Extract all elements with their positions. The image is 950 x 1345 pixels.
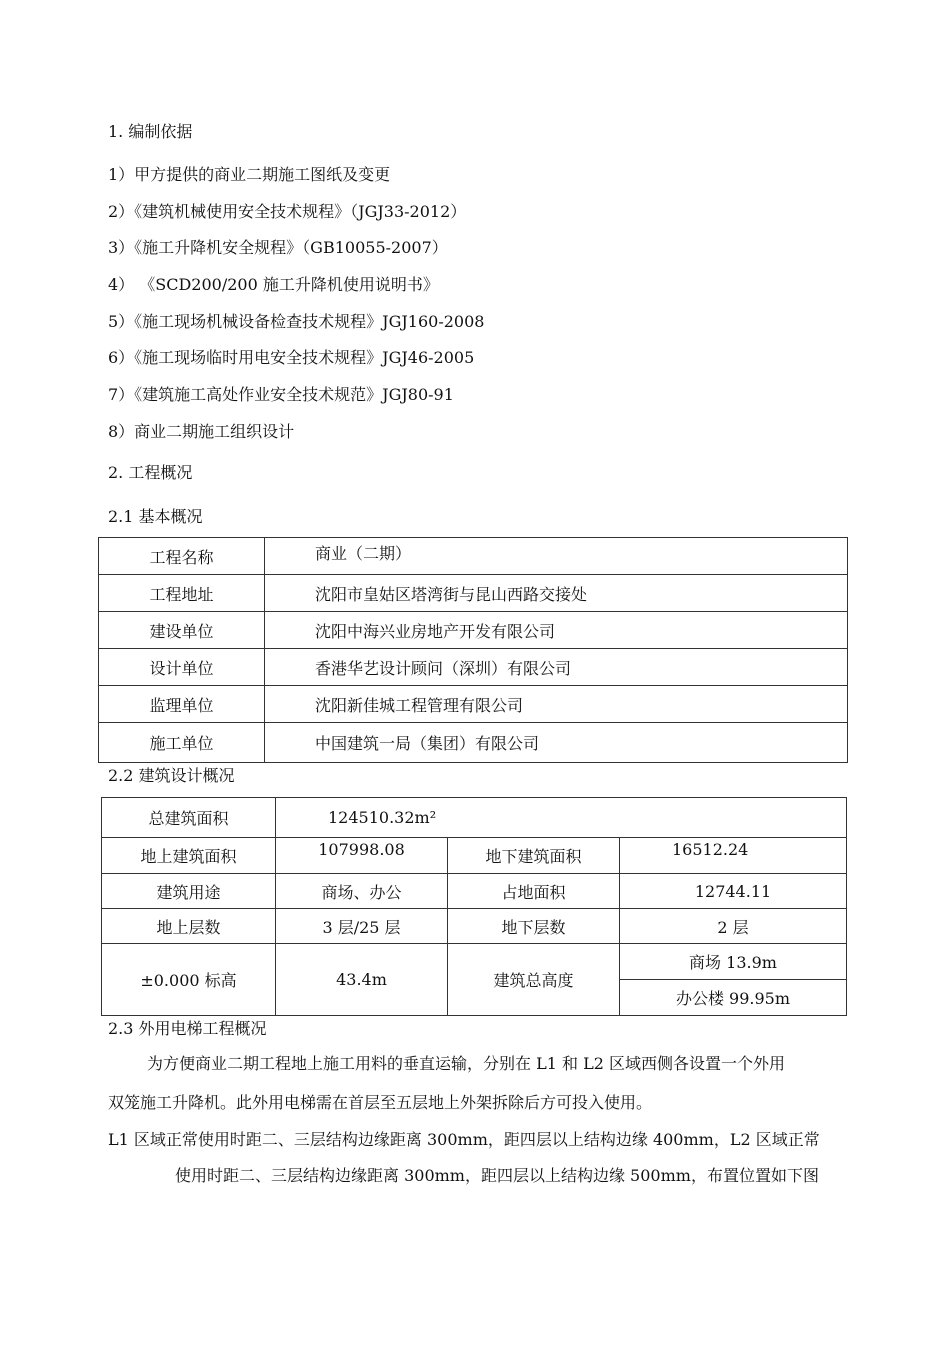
total-area-label: 总建筑面积 [102,798,276,838]
reference-item: 7）《建筑施工高处作业安全技术规范》JGJ80-91 [108,385,454,404]
reference-item: 8）商业二期施工组织设计 [108,422,295,441]
reference-item: 5）《施工现场机械设备检查技术规程》JGJ160-2008 [108,312,485,331]
table-row [102,838,847,874]
field-label: 设计单位 [99,649,265,686]
table-row [102,798,847,838]
elevation-label: ±0.000 标高 [102,944,276,1016]
use-value: 商场、办公 [276,874,448,909]
field-value: 沈阳新佳城工程管理有限公司 [265,686,848,723]
paragraph-line: L1 区域正常使用时距二、三层结构边缘距离 300mm，距四层以上结构边缘 400mm，L2 区域正常 [108,1130,820,1149]
table-row [99,649,848,686]
reference-item: 6）《施工现场临时用电安全技术规程》JGJ46-2005 [108,348,475,367]
paragraph-line: 双笼施工升降机。此外用电梯需在首层至五层地上外架拆除后方可投入使用。 [108,1093,653,1112]
land-area-label: 占地面积 [448,874,620,909]
field-label: 工程地址 [99,575,265,612]
below-floors-label: 地下层数 [448,909,620,944]
above-floors-label: 地上层数 [102,909,276,944]
table-row [99,723,848,763]
use-label: 建筑用途 [102,874,276,909]
section-1-heading: 1. 编制依据 [108,122,193,141]
elevator-heading: 2.3 外用电梯工程概况 [108,1019,267,1038]
paragraph-line: 使用时距二、三层结构边缘距离 300mm，距四层以上结构边缘 500mm，布置位置如下图 [175,1166,819,1185]
field-label: 工程名称 [99,538,265,575]
height-mall-value: 商场 13.9m [620,944,847,980]
above-floors-value: 3 层/25 层 [276,909,448,944]
field-label: 建设单位 [99,612,265,649]
basic-info-table [98,537,848,763]
field-value: 香港华艺设计顾问（深圳）有限公司 [265,649,848,686]
reference-item: 1）甲方提供的商业二期施工图纸及变更 [108,165,391,184]
table-row [99,575,848,612]
basic-info-heading: 2.1 基本概况 [108,507,203,526]
above-area-label: 地上建筑面积 [102,838,276,874]
table-row [102,944,847,980]
field-label: 监理单位 [99,686,265,723]
design-overview-table [101,797,847,1016]
total-area-value: 124510.32m² [276,798,847,838]
reference-item: 2）《建筑机械使用安全技术规程》（JGJ33-2012） [108,202,467,221]
table-row [99,612,848,649]
elevation-value: 43.4m [276,944,448,1016]
field-value: 沈阳中海兴业房地产开发有限公司 [265,612,848,649]
table-row [102,909,847,944]
section-2-heading: 2. 工程概况 [108,463,193,482]
table-row [99,686,848,723]
table-row [99,538,848,575]
height-office-value: 办公楼 99.95m [620,980,847,1016]
reference-item: 4） 《SCD200/200 施工升降机使用说明书》 [108,275,439,294]
design-overview-heading: 2.2 建筑设计概况 [108,766,235,785]
table-row [102,874,847,909]
below-floors-value: 2 层 [620,909,847,944]
above-area-value: 107998.08 [276,838,448,874]
field-value: 商业（二期） [265,538,848,575]
paragraph-line: 为方便商业二期工程地上施工用料的垂直运输，分别在 L1 和 L2 区域西侧各设置一个外用 [147,1054,785,1073]
field-label: 施工单位 [99,723,265,763]
field-value: 中国建筑一局（集团）有限公司 [265,723,848,763]
reference-item: 3）《施工升降机安全规程》（GB10055-2007） [108,238,448,257]
land-area-value: 12744.11 [620,874,847,909]
height-label: 建筑总高度 [448,944,620,1016]
below-area-label: 地下建筑面积 [448,838,620,874]
field-value: 沈阳市皇姑区塔湾街与昆山西路交接处 [265,575,848,612]
below-area-value: 16512.24 [620,838,847,874]
